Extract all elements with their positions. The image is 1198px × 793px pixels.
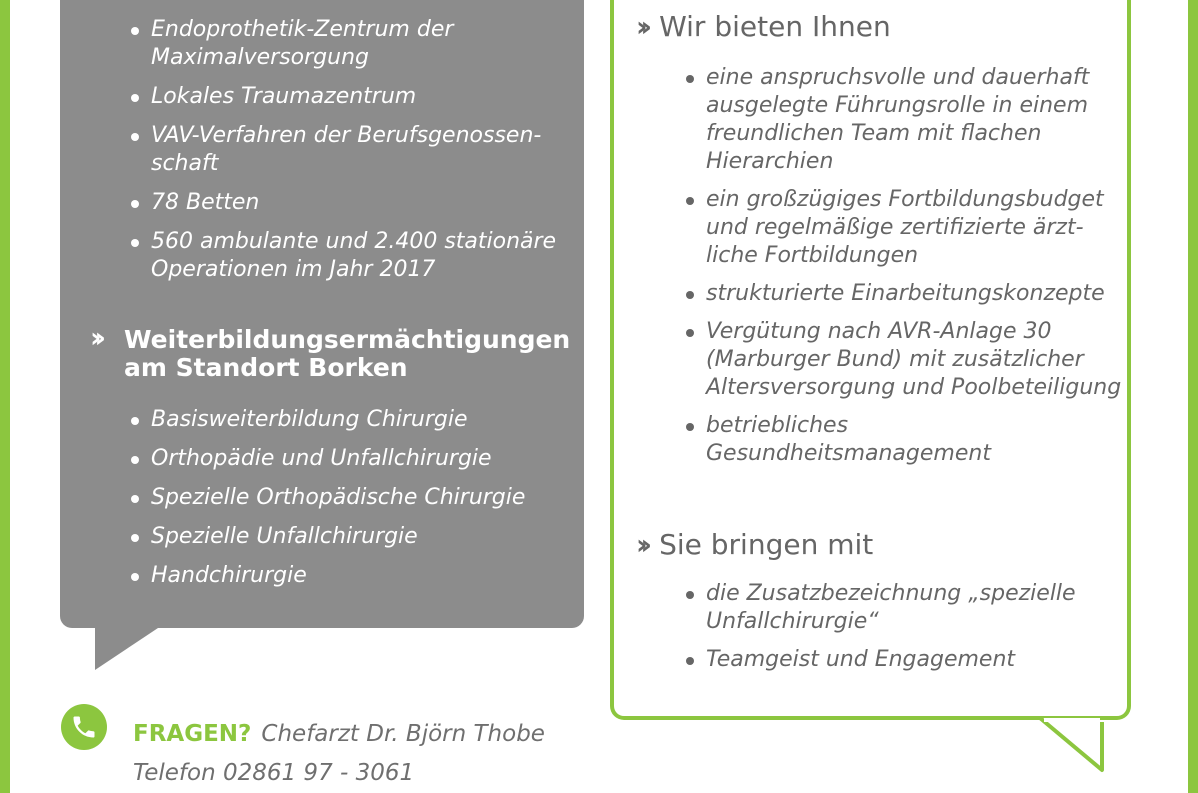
list-item: betriebliches Gesundheitsmanagement <box>682 412 1122 468</box>
list-item: Vergütung nach AVR-Anlage 30 (Marburger Bund) mit zusätzlicher Altersversorgung und Poolbeteiligung <box>682 318 1122 402</box>
list-item: Handchirurgie <box>127 562 567 590</box>
list-item: Endoprothetik-Zentrum der Maximalversorgung <box>127 16 567 72</box>
section-heading-offer: ›› Wir bieten Ihnen <box>636 10 891 43</box>
phone-glyph <box>70 713 98 741</box>
list-item: 78 Betten <box>127 189 567 217</box>
contact-line <box>133 719 545 749</box>
list-item: Teamgeist und Engagement <box>682 646 1122 674</box>
list-item: strukturierte Einarbeitungskonzepte <box>682 280 1122 308</box>
double-chevron-icon: ›› <box>636 10 646 43</box>
benefits-list <box>682 64 1122 478</box>
contact-name: Chefarzt Dr. Björn Thobe <box>261 721 545 747</box>
contact-label: FRAGEN? <box>133 721 252 747</box>
list-item: Orthopädie und Unfallchirurgie <box>127 445 567 473</box>
phone-icon <box>61 704 107 750</box>
list-item: Spezielle Orthopädische Chirurgie <box>127 484 567 512</box>
list-item: Lokales Traumazentrum <box>127 83 567 111</box>
double-chevron-icon: ›› <box>636 528 646 561</box>
list-item: eine anspruchsvolle und dauerhaft ausgelegte Führungsrolle in einem freundlichen Team mit flachen Hierarchien <box>682 64 1122 176</box>
contact-phone[interactable]: Telefon 02861 97 - 3061 <box>133 760 415 786</box>
list-item: Spezielle Unfallchirurgie <box>127 523 567 551</box>
list-item: VAV-Verfahren der Berufsgenossen-schaft <box>127 122 567 178</box>
section-heading-training: ›› Weiterbildungsermächtigungen am Standort Borken <box>90 321 571 382</box>
list-item: 560 ambulante und 2.400 stationäre Operationen im Jahr 2017 <box>127 228 567 284</box>
requirements-list <box>682 580 1122 684</box>
double-chevron-icon: ›› <box>90 321 100 354</box>
list-item: ein großzügiges Fortbildungsbudget und regelmäßige zertifizierte ärzt-liche Fortbildungen <box>682 186 1122 270</box>
section-heading-requirements: ›› Sie bringen mit <box>636 528 874 561</box>
list-item: die Zusatzbezeichnung „spezielle Unfallchirurgie“ <box>682 580 1122 636</box>
list-item: Basisweiterbildung Chirurgie <box>127 406 567 434</box>
